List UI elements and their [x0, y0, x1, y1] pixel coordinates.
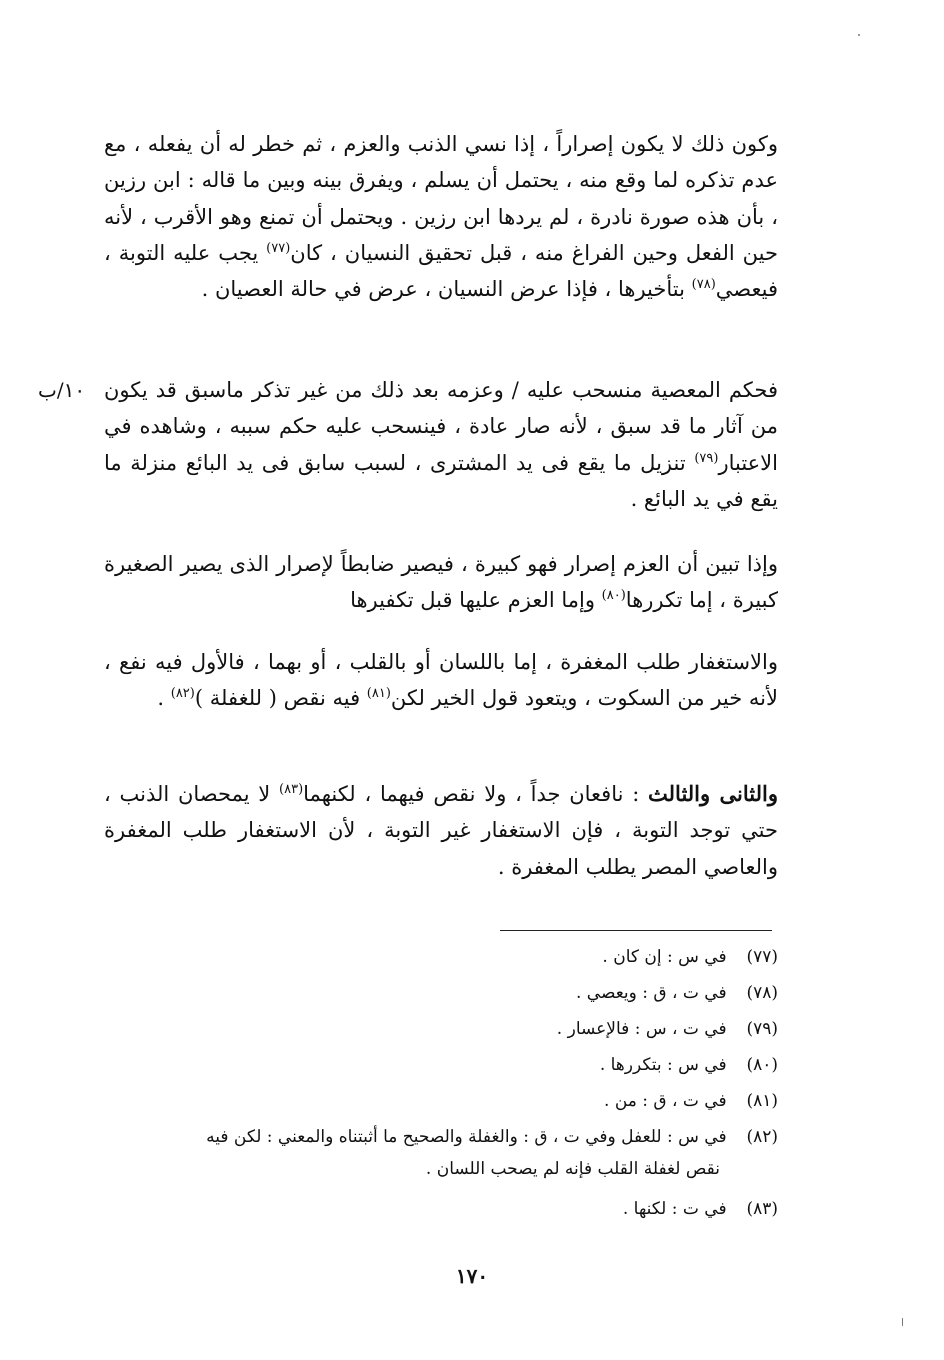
- text-segment: : نافعان جداً ، ولا نقص فيهما ، لكنهما: [303, 782, 649, 806]
- footnote: [96, 940, 778, 974]
- paragraph: [104, 372, 778, 517]
- text-segment: .: [157, 686, 171, 711]
- footnote-text: في ت : لكنها .: [622, 1199, 727, 1219]
- text-segment: فيه نقص ( للغفلة ): [194, 686, 367, 711]
- page-number: ١٧٠: [455, 1264, 489, 1288]
- bold-heading-segment: والثانى والثالث: [648, 781, 778, 806]
- footnote-ref: (٧٧): [266, 240, 291, 256]
- footnote: [96, 1120, 778, 1184]
- footnote-continuation: نقص لغفلة القلب فإنه لم يصحب اللسان .: [425, 1159, 720, 1179]
- footnote-ref: (٨٢): [170, 686, 195, 702]
- text-segment: تنزيل ما يقع فى يد المشترى ، لسبب سابق فى يد البائع منزلة ما يقع في يد البائع .: [104, 450, 778, 511]
- paragraph: [104, 776, 778, 885]
- paragraph: [104, 644, 778, 717]
- footnote: [96, 1084, 778, 1118]
- footnote-text: في س : للعفل وفي ت ، ق : والغفلة والصحيح ما أثبتناه والمعني : لكن فيه: [206, 1127, 727, 1147]
- text-segment: والاستغفار طلب المغفرة ، إما باللسان أو بالقلب ، أو بهما ، فالأول فيه نفع ، لأنه خير من السكوت ، ويتعود قول الخير لكن: [104, 650, 778, 711]
- text-segment: وإذا تبين أن العزم إصرار فهو كبيرة ، فيصير ضابطاً لإصرار الذى يصير الصغيرة كبيرة ، إما تكررها: [104, 552, 778, 613]
- footnote: [96, 1012, 778, 1046]
- paragraph: [104, 126, 778, 307]
- footnote-number: (٧٧): [746, 947, 778, 967]
- footnote-number: (٨٢): [746, 1127, 778, 1147]
- footnote-ref: (٨١): [366, 686, 391, 702]
- footnote-number: (٧٩): [746, 1019, 778, 1039]
- footnote-ref: (٨٠): [601, 588, 626, 604]
- footnote-text: في س : بتكررها .: [599, 1055, 727, 1075]
- scan-speck: [902, 1318, 903, 1326]
- footnote: [96, 1192, 778, 1226]
- footnote-ref: (٧٨): [691, 277, 716, 293]
- footnote-number: (٨٣): [746, 1199, 778, 1219]
- footnote-text: في ت ، س : فالإعسار .: [556, 1019, 727, 1039]
- footnote-ref: (٧٩): [694, 450, 719, 466]
- text-segment: وكون ذلك لا يكون إصراراً ، إذا نسي الذنب والعزم ، ثم خطر له أن يفعله ، مع عدم تذكره لما وقع منه ، يحتمل أن يسلم ، ويفرق بينه وبين ما قاله : ابن رزين ، بأن هذه صورة نادرة ، لم يردها ابن رزين . ويحتمل أن تمنع وهو الأقرب ، لأنه حين الفعل وحين الفراغ منه ، قبل تحقيق النسيان ، كان: [104, 132, 778, 265]
- text-segment: يجب عليه التوبة ، فيعصي: [104, 240, 778, 302]
- footnote-text: في ت ، ق : من .: [604, 1091, 727, 1111]
- footnote-separator: [500, 930, 772, 931]
- footnote-number: (٨٠): [746, 1055, 778, 1075]
- footnote-number: (٧٨): [746, 983, 778, 1003]
- footnote-number: (٨١): [746, 1091, 778, 1111]
- footnote: [96, 1048, 778, 1082]
- manuscript-folio-note: ١٠/ب: [38, 378, 86, 402]
- text-segment: فحكم المعصية منسحب عليه / وعزمه بعد ذلك من غير تذكر ماسبق قد يكون من آثار ما قد سبق ، لأنه صار عادة ، فينسحب عليه حكم سببه ، وشاهده في الاعتبار: [104, 378, 779, 475]
- footnote-text: في ت ، ق : ويعصي .: [576, 983, 727, 1003]
- footnote-ref: (٨٣): [279, 782, 304, 797]
- text-segment: لا يمحصان الذنب ، حتي توجد التوبة ، فإن الاستغفار غير التوبة ، لأن الاستغفار طلب المغفرة والعاصي المصر يطلب المغفرة .: [104, 782, 778, 879]
- footnote-text: في س : إن كان .: [602, 947, 727, 967]
- text-segment: وإما العزم عليها قبل تكفيرها: [350, 588, 602, 613]
- scan-speck: [858, 34, 860, 36]
- paragraph: [104, 546, 778, 619]
- text-segment: بتأخيرها ، فإذا عرض النسيان ، عرض في حالة العصيان .: [201, 277, 692, 302]
- footnote: [96, 976, 778, 1010]
